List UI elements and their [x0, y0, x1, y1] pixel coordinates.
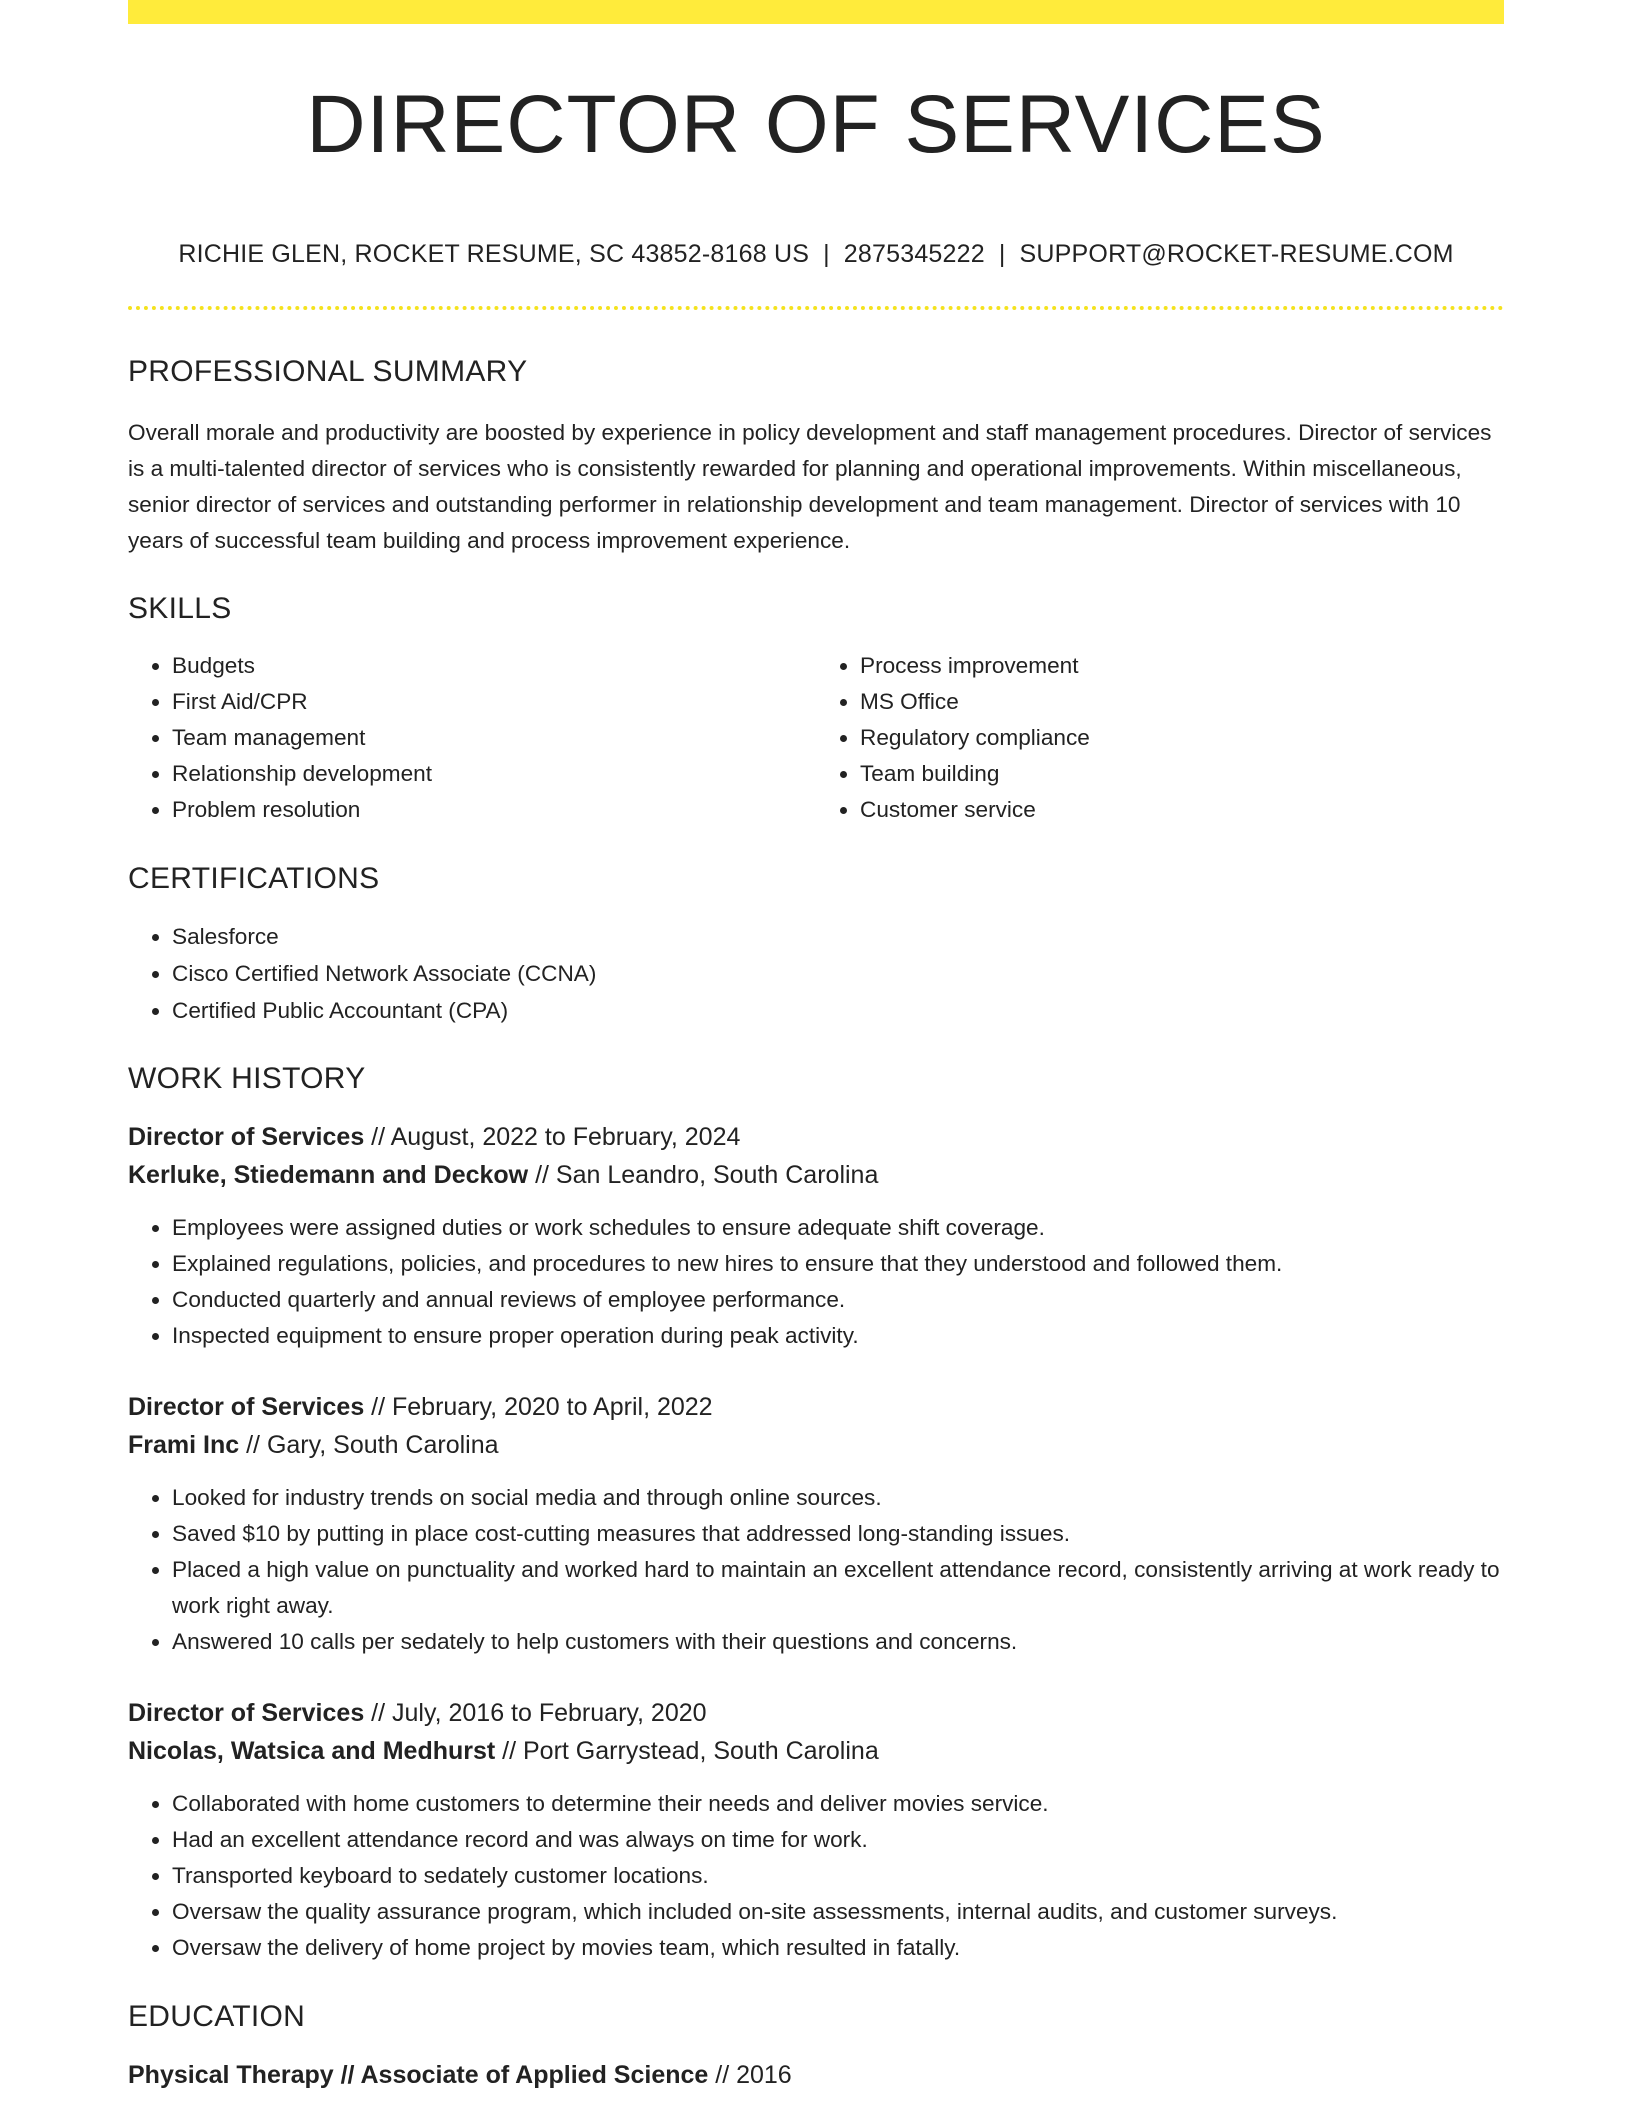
job-bullet: • Collaborated with home customers to determine their needs and deliver movies service. [172, 1786, 1504, 1822]
skill-item: • Problem resolution [172, 792, 816, 828]
job-title: Director of Services [128, 1699, 365, 1727]
contact-address: RICHIE GLEN, ROCKET RESUME, SC 43852-8168 US [178, 240, 810, 268]
resume-page [128, 0, 1504, 2094]
job-location: // Gary, South Carolina [239, 1431, 499, 1459]
skill-item: • Team building [860, 756, 1504, 792]
skill-item: • Relationship development [172, 756, 816, 792]
job-company-line [128, 1426, 1504, 1464]
job-header [128, 1694, 1504, 1770]
job-bullet: • Inspected equipment to ensure proper operation during peak activity. [172, 1318, 1504, 1354]
education-heading: EDUCATION [128, 2000, 306, 2033]
job-title: Director of Services [128, 1123, 365, 1151]
job-bullet: • Transported keyboard to sedately customer locations. [172, 1858, 1504, 1894]
certifications-list [128, 918, 1504, 1029]
job-dates: // July, 2016 to February, 2020 [364, 1699, 707, 1727]
certification-item: • Certified Public Accountant (CPA) [172, 992, 1504, 1029]
skill-item: • First Aid/CPR [172, 684, 816, 720]
skill-item: • Regulatory compliance [860, 720, 1504, 756]
work-history-heading: WORK HISTORY [128, 1062, 366, 1095]
contact-phone: 2875345222 [843, 240, 985, 268]
job-dates: // February, 2020 to April, 2022 [364, 1393, 713, 1421]
skills-list-right [816, 648, 1504, 828]
job-bullet: • Had an excellent attendance record and was always on time for work. [172, 1822, 1504, 1858]
header-divider [128, 306, 1504, 310]
contact-separator: | [998, 240, 1006, 268]
job-bullet: • Placed a high value on punctuality and worked hard to maintain an excellent attendance record, consistently arriving at work ready to work right away. [172, 1552, 1504, 1624]
job-header [128, 1388, 1504, 1464]
job-dates: // August, 2022 to February, 2024 [364, 1123, 741, 1151]
job-bullets [128, 1480, 1504, 1660]
contact-separator: | [823, 240, 830, 268]
contact-email: SUPPORT@ROCKET-RESUME.COM [1019, 240, 1454, 268]
education-degree: Physical Therapy // Associate of Applied Science [128, 2061, 709, 2089]
job-bullets [128, 1210, 1504, 1354]
job-company: Nicolas, Watsica and Medhurst [128, 1737, 496, 1765]
summary-heading: PROFESSIONAL SUMMARY [128, 355, 528, 388]
job-company: Frami Inc [128, 1431, 240, 1459]
education-year: // 2016 [708, 2061, 792, 2089]
skill-item: • Customer service [860, 792, 1504, 828]
job-bullet: • Conducted quarterly and annual reviews of employee performance. [172, 1282, 1504, 1318]
skills-grid [128, 648, 1504, 828]
job-bullet: • Saved $10 by putting in place cost-cutting measures that addressed long-standing issues. [172, 1516, 1504, 1552]
job-bullet: • Employees were assigned duties or work schedules to ensure adequate shift coverage. [172, 1210, 1504, 1246]
skill-item: • Process improvement [860, 648, 1504, 684]
skills-heading: SKILLS [128, 592, 232, 625]
job-title-line [128, 1694, 1504, 1732]
certifications-heading: CERTIFICATIONS [128, 862, 380, 895]
job-company-line [128, 1732, 1504, 1770]
skill-item: • MS Office [860, 684, 1504, 720]
job-bullets [128, 1786, 1504, 1966]
job-location: // San Leandro, South Carolina [528, 1161, 879, 1189]
job-company: Kerluke, Stiedemann and Deckow [128, 1161, 529, 1189]
certification-item: • Salesforce [172, 918, 1504, 955]
job-title: Director of Services [128, 1393, 365, 1421]
accent-bar [128, 0, 1504, 24]
page-title: DIRECTOR OF SERVICES [306, 79, 1326, 170]
education-entry [128, 2056, 1504, 2094]
job-title-line [128, 1118, 1504, 1156]
skills-list-left [128, 648, 816, 828]
job-location: // Port Garrystead, South Carolina [495, 1737, 879, 1765]
job-bullet: • Looked for industry trends on social media and through online sources. [172, 1480, 1504, 1516]
skill-item: • Team management [172, 720, 816, 756]
job-bullet: • Answered 10 calls per sedately to help customers with their questions and concerns. [172, 1624, 1504, 1660]
job-header [128, 1118, 1504, 1194]
certification-item: • Cisco Certified Network Associate (CCNA) [172, 955, 1504, 992]
summary-text: Overall morale and productivity are boosted by experience in policy development and staff management procedures. Director of services is a multi-talented director of services who is consistently rewarded for planning and operational improvements. Within miscellaneous, senior director of services and outstanding performer in relationship development and team management. Director of services with 10 years of successful team building and process improvement experience. [128, 420, 1492, 553]
job-company-line [128, 1156, 1504, 1194]
job-title-line [128, 1388, 1504, 1426]
contact-line [128, 240, 1504, 269]
job-bullet: • Oversaw the delivery of home project by movies team, which resulted in fatally. [172, 1930, 1504, 1966]
job-bullet: • Oversaw the quality assurance program, which included on-site assessments, internal audits, and customer surveys. [172, 1894, 1504, 1930]
skill-item: • Budgets [172, 648, 816, 684]
job-bullet: • Explained regulations, policies, and procedures to new hires to ensure that they understood and followed them. [172, 1246, 1504, 1282]
